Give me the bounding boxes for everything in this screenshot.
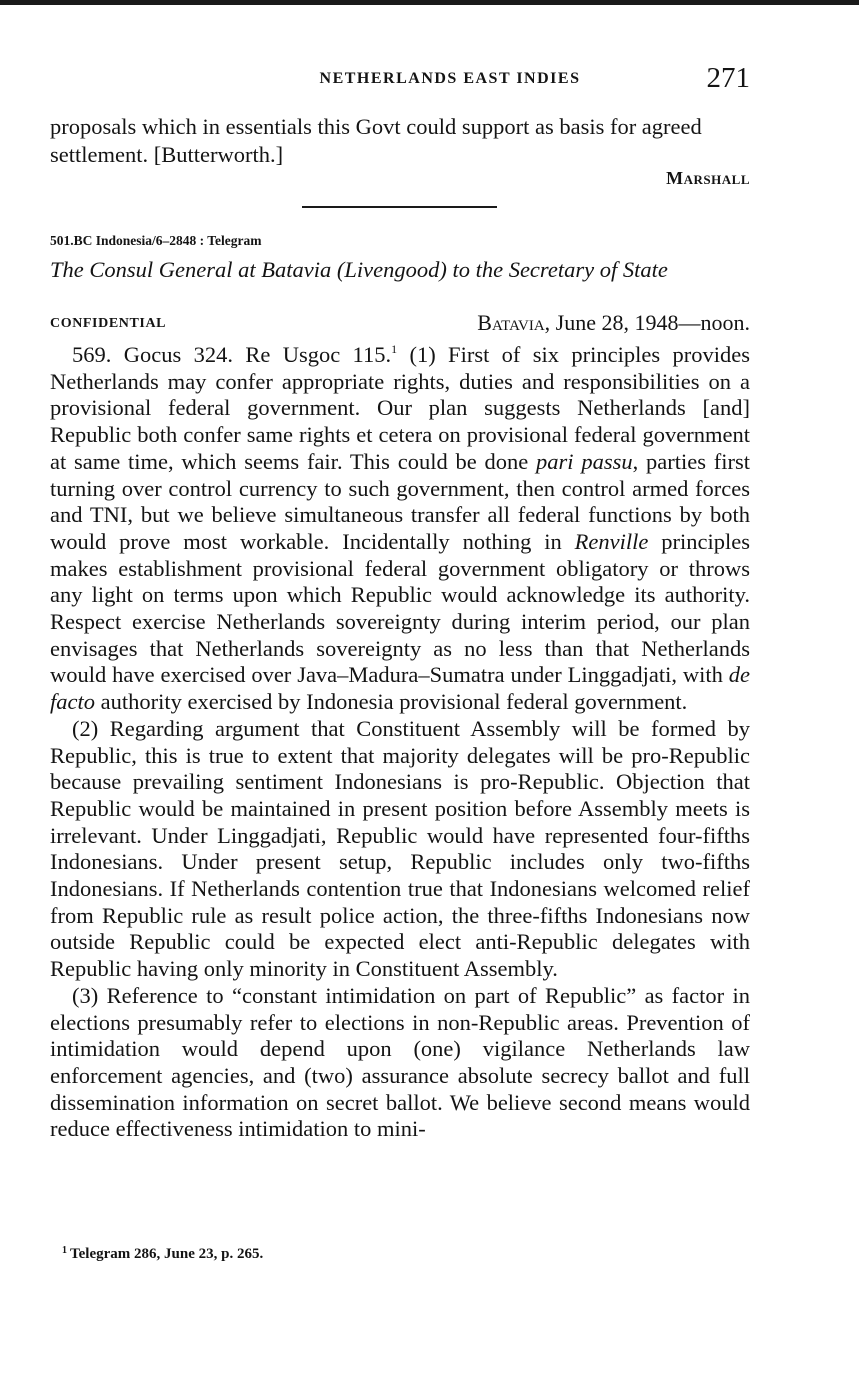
p1-text-a: 569. Gocus 324. Re Usgoc 115. xyxy=(72,342,392,367)
p1-text-d: principles makes establishment provisional federal government obligatory or throws any light on terms upon which Republic would acknowledge its authority. Respect exercise Netherlands sovereignty during interim period, our plan envisages that Netherlands sovereignty as no less than that Netherlands would have exercised over Java–Madura–Sumatra under Linggadjati, with xyxy=(50,528,750,688)
dateline-date: June 28, 1948—noon. xyxy=(555,310,750,335)
file-reference: 501.BC Indonesia/6–2848 : Telegram xyxy=(50,233,262,248)
p1-italic-renville: Renville xyxy=(574,528,649,554)
footnote-ref: 1 xyxy=(391,342,398,356)
section-divider xyxy=(302,206,497,208)
dateline xyxy=(477,310,750,336)
classification-line xyxy=(50,310,750,338)
signature: Marshall xyxy=(666,168,750,188)
p1-text-c: , parties first turning over control currency to such government, then control armed forces and TNI, but we believe simultaneous transfer all federal functions by both would prove most workable. Incidentally nothing in xyxy=(50,448,750,554)
telegram-body xyxy=(50,342,750,1143)
page-number: 271 xyxy=(706,62,750,94)
classification-label: CONFIDENTIAL xyxy=(50,316,167,331)
p1-text-b: (1) First of six principles provides Netherlands may confer appropriate rights, duties and responsibilities on a provisional federal government. Our plan suggests Netherlands [and] Republic both confer same rights et cetera on provisional federal government at same time, which seems fair. This could be done xyxy=(50,342,750,474)
footnote xyxy=(62,1246,263,1263)
document-title: The Consul General at Batavia (Livengood) to the Secretary of State xyxy=(50,257,668,282)
running-head: NETHERLANDS EAST INDIES xyxy=(319,70,581,87)
footnote-text: Telegram 286, June 23, p. 265. xyxy=(70,1246,264,1262)
continued-paragraph: proposals which in essentials this Govt could support as basis for agreed settlement. [Butterworth.] xyxy=(50,114,702,167)
p1-italic-de-facto: de facto xyxy=(50,662,750,715)
footnote-marker: 1 xyxy=(62,1245,67,1256)
paragraph-1 xyxy=(50,342,750,716)
page-top-edge xyxy=(0,0,859,5)
paragraph-2: (2) Regarding argument that Constituent Assembly will be formed by Republic, this is true to extent that majority delegates will be pro-Republic because prevailing sentiment Indonesians is pro-Republic. Objection that Republic would be maintained in present position before Assembly meets is irrelevant. Under Linggadjati, Republic would have represented four-fifths Indonesians. Under present setup, Republic includes only two-fifths Indonesians. If Netherlands contention true that Indonesians welcomed relief from Republic rule as result police action, the three-fifths Indonesians now outside Republic could be expected elect anti-Republic delegates with Republic having only minority in Constituent Assembly. xyxy=(50,715,750,982)
p1-text-e: authority exercised by Indonesia provisional federal government. xyxy=(95,689,688,715)
dateline-place: Batavia, xyxy=(477,310,551,335)
paragraph-3: (3) Reference to “constant intimidation on part of Republic” as factor in elections presumably refer to elections in non-Republic areas. Prevention of intimidation would depend upon (one) vigilance Netherlands law enforcement agencies, and (two) assurance absolute secrecy ballot and full dissemination information on secret ballot. We believe second means would reduce effectiveness intimidation to mini- xyxy=(50,982,750,1142)
page-header xyxy=(50,62,750,96)
continued-text xyxy=(50,113,750,168)
p1-italic-pari-passu: pari passu xyxy=(536,448,633,474)
